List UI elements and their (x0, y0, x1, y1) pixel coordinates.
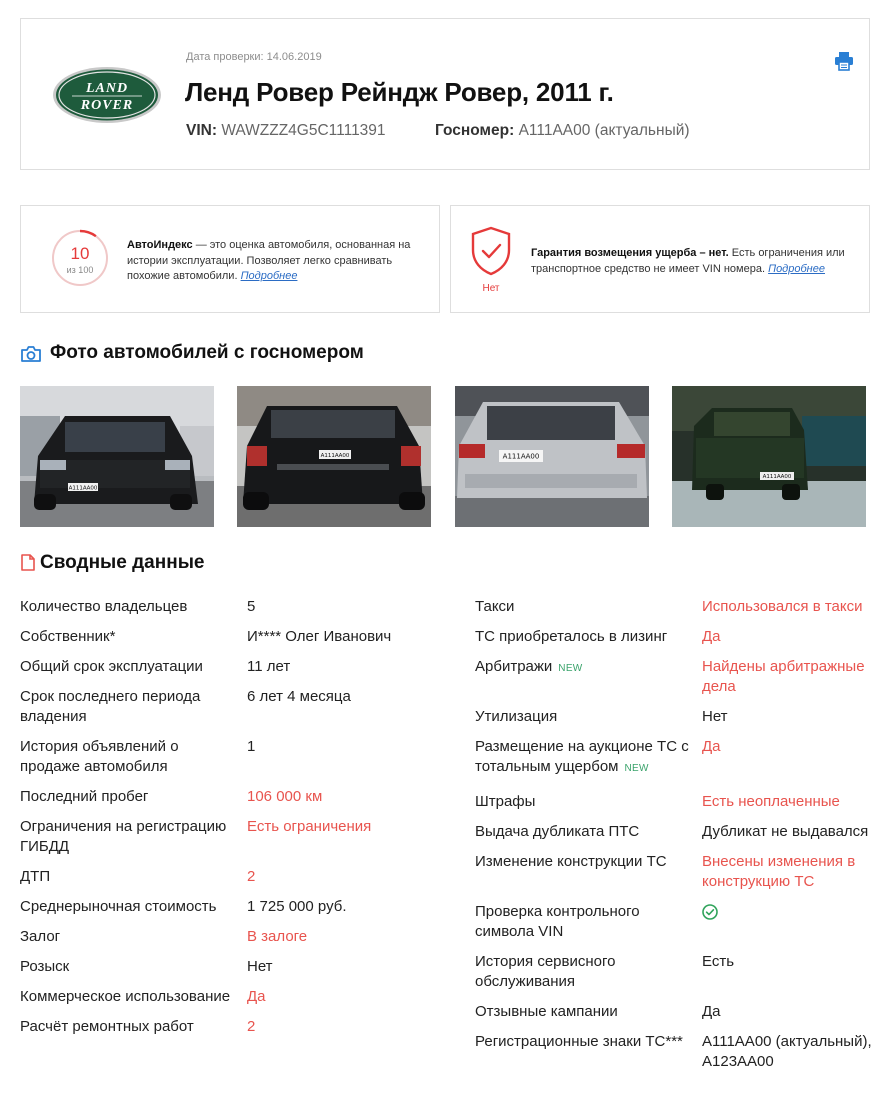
summary-value: Есть (702, 953, 735, 970)
summary-label (475, 1032, 695, 1052)
autoindex-score-sub: из 100 (66, 265, 94, 275)
autoindex-description (127, 238, 417, 285)
summary-label (475, 1002, 695, 1022)
photos-section-title: Фото автомобилей с госномером (50, 342, 364, 363)
summary-label (20, 867, 238, 887)
summary-value: В залоге (247, 928, 308, 945)
summary-label-text: Ограничения на регистрацию ГИБДД (20, 818, 227, 855)
summary-value: 11 лет (247, 658, 291, 675)
summary-label-text: Среднерыночная стоимость (20, 898, 217, 915)
summary-label-text: Залог (20, 928, 61, 945)
check-circle-icon (702, 902, 877, 926)
svg-text:А111АА00: А111АА00 (320, 453, 350, 459)
new-badge: NEW (624, 763, 649, 774)
guarantee-title: Гарантия возмещения ущерба – нет. (531, 247, 729, 259)
summary-value: 2 (247, 868, 256, 885)
autoindex-title: АвтоИндекс (127, 239, 193, 251)
summary-label (20, 817, 238, 857)
plate-label: Госномер: (435, 122, 515, 139)
summary-label-text: Штрафы (475, 793, 536, 810)
summary-value: Да (702, 628, 721, 645)
guarantee-more-link[interactable]: Подробнее (768, 262, 825, 275)
summary-label-text: Отзывные кампании (475, 1003, 618, 1020)
vin-row (186, 122, 386, 140)
shield-check-icon (470, 226, 512, 276)
summary-value: И**** Олег Иванович (247, 628, 392, 645)
summary-label-text: Количество владельцев (20, 598, 188, 615)
summary-section-title: Сводные данные (40, 552, 205, 573)
summary-label-text: Общий срок эксплуатации (20, 658, 203, 675)
summary-label-text: Изменение конструкции ТС (475, 853, 667, 870)
summary-label (475, 597, 695, 617)
vehicle-header-card (20, 18, 870, 170)
document-icon (21, 554, 35, 571)
summary-label-text: Утилизация (475, 708, 558, 725)
summary-label (20, 987, 238, 1007)
summary-label (475, 792, 695, 812)
summary-label-text: История объявлений о продаже автомобиля (20, 738, 179, 775)
guarantee-status: Нет (482, 283, 500, 294)
summary-label-text: Коммерческое использование (20, 988, 231, 1005)
summary-label-text: ДТП (20, 868, 51, 885)
car-photo-3[interactable] (455, 386, 649, 527)
summary-label (20, 957, 238, 977)
summary-value: 1 (247, 738, 256, 755)
summary-label-text: ТС приобреталось в лизинг (475, 628, 668, 645)
summary-label-text: Размещение на аукционе ТС с тотальным ущербом (475, 738, 689, 775)
autoindex-text: — это оценка автомобиля, основанная на истории эксплуатации. Позволяет легко сравнивать похожие автомобили. (127, 239, 411, 282)
vehicle-title: Ленд Ровер Рейндж Ровер, 2011 г. (185, 77, 614, 107)
guarantee-description (531, 246, 851, 277)
summary-value: Есть ограничения (247, 818, 372, 835)
svg-text:ROVER: ROVER (80, 98, 134, 113)
summary-label-text: Проверка контрольного символа VIN (475, 903, 640, 940)
svg-text:А111АА00: А111АА00 (68, 485, 98, 492)
summary-label (475, 707, 695, 727)
svg-text:А111АА00: А111АА00 (502, 452, 540, 461)
summary-label (475, 627, 695, 647)
summary-value: Есть неоплаченные (702, 793, 840, 810)
summary-value: Найдены арбитражные дела (702, 658, 865, 695)
summary-value: Да (247, 988, 266, 1005)
svg-text:А111АА00: А111АА00 (762, 474, 792, 481)
summary-label-text: Срок последнего периода владения (20, 688, 201, 725)
summary-value: 1 725 000 руб. (247, 898, 347, 915)
summary-label-text: Розыск (20, 958, 70, 975)
summary-label-text: Расчёт ремонтных работ (20, 1018, 194, 1035)
summary-label (475, 822, 695, 842)
summary-label-text: Собственник* (20, 628, 116, 645)
autoindex-more-link[interactable]: Подробнее (240, 270, 298, 282)
summary-label-text: Последний пробег (20, 788, 149, 805)
summary-label (20, 787, 238, 807)
summary-label (20, 1017, 238, 1037)
car-photo-4[interactable] (672, 386, 866, 527)
autoindex-card (20, 205, 440, 313)
summary-label-text: Такси (475, 598, 515, 615)
guarantee-card (450, 205, 870, 313)
new-badge: NEW (558, 663, 583, 674)
plate-row (435, 122, 690, 140)
summary-label (20, 687, 238, 727)
autoindex-score: 10 (70, 244, 90, 263)
summary-value: Использовался в такси (702, 598, 863, 615)
summary-label-text: Регистрационные знаки ТС*** (475, 1033, 683, 1050)
summary-label (20, 897, 238, 917)
vin-value: WAWZZZ4G5C1111391 (221, 122, 386, 139)
summary-label (475, 902, 695, 942)
printer-icon[interactable] (834, 51, 854, 71)
summary-label-text: Арбитражи (475, 658, 553, 675)
summary-label (20, 627, 238, 647)
svg-text:LAND: LAND (85, 81, 129, 96)
camera-icon (20, 345, 42, 363)
summary-label (475, 952, 695, 992)
summary-value: Нет (702, 708, 728, 725)
summary-value: Нет (247, 958, 273, 975)
plate-value: А111АА00 (актуальный) (518, 122, 690, 139)
summary-label (20, 657, 238, 677)
summary-label (20, 597, 238, 617)
summary-value: Дубликат не выдавался (702, 823, 869, 840)
summary-label-text: Выдача дубликата ПТС (475, 823, 640, 840)
land-rover-logo (52, 66, 162, 124)
vin-label: VIN: (186, 122, 217, 139)
summary-label (475, 737, 695, 779)
car-photo-2[interactable] (237, 386, 431, 527)
summary-label (20, 737, 238, 777)
summary-value: Да (702, 1003, 721, 1020)
guarantee-text: Есть ограничения или транспортное средство не имеет VIN номера. (531, 247, 845, 275)
summary-value: 106 000 км (247, 788, 323, 805)
check-date: Дата проверки: 14.06.2019 (186, 51, 322, 63)
summary-label (20, 927, 238, 947)
summary-label-text: История сервисного обслуживания (475, 953, 616, 990)
car-photo-1[interactable] (20, 386, 214, 527)
summary-value: 5 (247, 598, 256, 615)
summary-value: 6 лет 4 месяца (247, 688, 351, 705)
summary-value: 2 (247, 1018, 256, 1035)
summary-label (475, 852, 695, 872)
summary-value: Внесены изменения в конструкцию ТС (702, 853, 856, 890)
summary-value: А111АА00 (актуальный), А123АА00 (702, 1033, 872, 1070)
summary-label (475, 657, 695, 679)
summary-value: Да (702, 738, 721, 755)
